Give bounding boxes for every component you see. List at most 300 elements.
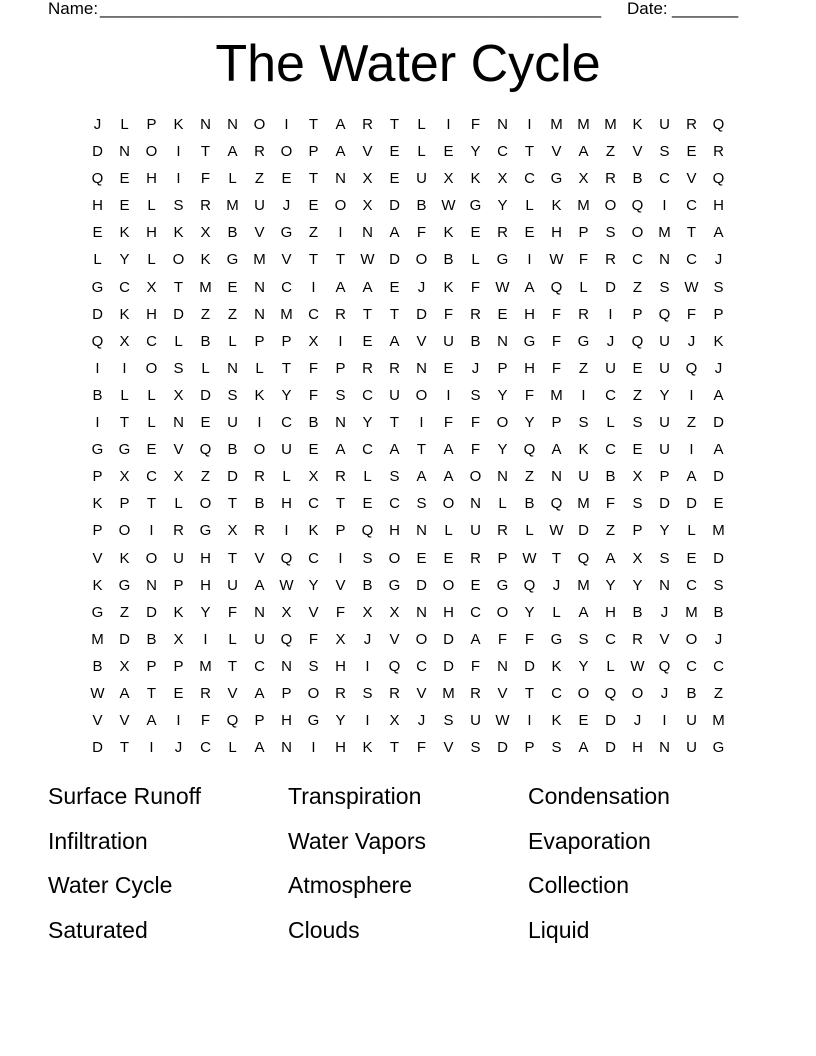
grid-letter: N bbox=[659, 576, 670, 594]
grid-letter: C bbox=[605, 386, 616, 404]
grid-letter: H bbox=[200, 576, 211, 594]
grid-letter: A bbox=[578, 603, 589, 621]
grid-letter: I bbox=[311, 278, 316, 296]
grid-letter: R bbox=[470, 549, 481, 567]
grid-letter: B bbox=[92, 386, 103, 404]
grid-letter: R bbox=[362, 116, 373, 133]
grid-letter: F bbox=[470, 116, 481, 133]
grid-letter: A bbox=[713, 386, 724, 404]
grid-letter: T bbox=[551, 549, 562, 567]
grid-letter: I bbox=[122, 359, 127, 377]
grid-letter: I bbox=[149, 522, 154, 540]
grid-letter: M bbox=[550, 116, 563, 133]
grid-letter: H bbox=[146, 305, 157, 323]
grid-letter: L bbox=[147, 197, 156, 215]
grid-letter: D bbox=[713, 549, 724, 567]
grid-letter: Q bbox=[523, 441, 536, 459]
grid-letter: E bbox=[362, 495, 373, 513]
grid-letter: J bbox=[471, 359, 480, 377]
grid-letter: D bbox=[686, 495, 697, 513]
grid-letter: C bbox=[119, 278, 130, 296]
grid-letter: D bbox=[416, 305, 427, 323]
grid-letter: M bbox=[550, 386, 563, 404]
grid-letter: C bbox=[605, 441, 616, 459]
grid-letter: K bbox=[362, 739, 373, 757]
grid-letter: D bbox=[92, 739, 103, 757]
grid-letter: L bbox=[417, 143, 426, 161]
grid-letter: P bbox=[281, 332, 292, 350]
grid-letter: W bbox=[441, 197, 456, 215]
grid-letter: F bbox=[524, 386, 535, 404]
grid-letter: I bbox=[527, 116, 532, 133]
grid-letter: T bbox=[119, 414, 130, 432]
grid-letter: L bbox=[147, 414, 156, 432]
grid-letter: P bbox=[551, 414, 562, 432]
grid-letter: A bbox=[335, 441, 346, 459]
grid-letter: R bbox=[173, 522, 184, 540]
grid-letter: R bbox=[335, 305, 346, 323]
grid-letter: P bbox=[254, 332, 265, 350]
grid-letter: P bbox=[578, 224, 589, 242]
grid-letter: O bbox=[604, 197, 617, 215]
grid-letter: F bbox=[551, 332, 562, 350]
grid-letter: G bbox=[307, 712, 320, 730]
grid-letter: K bbox=[119, 224, 130, 242]
grid-letter: E bbox=[227, 278, 238, 296]
grid-letter: O bbox=[496, 603, 509, 621]
word-list-item: Liquid bbox=[528, 916, 590, 943]
grid-letter: R bbox=[200, 197, 211, 215]
grid-letter: Q bbox=[91, 332, 104, 350]
grid-letter: Y bbox=[659, 522, 670, 540]
grid-letter: A bbox=[416, 468, 427, 486]
grid-letter: L bbox=[579, 278, 588, 296]
grid-letter: B bbox=[443, 251, 454, 269]
grid-letter: U bbox=[281, 441, 292, 459]
grid-letter: C bbox=[605, 630, 616, 648]
grid-letter: T bbox=[308, 116, 319, 133]
grid-letter: X bbox=[281, 603, 292, 621]
grid-letter: J bbox=[417, 712, 426, 730]
grid-letter: D bbox=[605, 278, 616, 296]
grid-letter: Y bbox=[497, 197, 508, 215]
grid-letter: O bbox=[496, 414, 509, 432]
grid-letter: T bbox=[146, 495, 157, 513]
grid-letter: K bbox=[119, 549, 130, 567]
grid-letter: N bbox=[227, 116, 238, 133]
grid-letter: C bbox=[686, 197, 697, 215]
grid-letter: L bbox=[606, 414, 615, 432]
grid-letter: P bbox=[119, 495, 130, 513]
grid-letter: F bbox=[470, 441, 481, 459]
grid-letter: E bbox=[281, 170, 292, 188]
grid-letter: L bbox=[471, 251, 480, 269]
grid-letter: A bbox=[254, 576, 265, 594]
word-list-item: Water Vapors bbox=[288, 827, 427, 854]
grid-letter: R bbox=[254, 468, 265, 486]
grid-letter: U bbox=[659, 441, 670, 459]
grid-letter: N bbox=[173, 414, 184, 432]
grid-letter: I bbox=[284, 522, 289, 540]
grid-letter: K bbox=[470, 170, 481, 188]
grid-letter: M bbox=[199, 278, 212, 296]
grid-letter: K bbox=[173, 603, 184, 621]
grid-letter: X bbox=[173, 630, 184, 648]
grid-letter: R bbox=[200, 684, 211, 702]
grid-letter: G bbox=[523, 332, 536, 350]
grid-letter: L bbox=[417, 116, 426, 133]
grid-letter: M bbox=[280, 305, 293, 323]
grid-letter: U bbox=[416, 170, 427, 188]
grid-letter: H bbox=[335, 739, 346, 757]
grid-letter: Q bbox=[685, 359, 698, 377]
grid-letter: L bbox=[444, 522, 453, 540]
grid-letter: O bbox=[442, 495, 455, 513]
grid-letter: V bbox=[92, 549, 103, 567]
grid-letter: R bbox=[335, 468, 346, 486]
grid-letter: I bbox=[176, 170, 181, 188]
grid-letter: A bbox=[362, 278, 373, 296]
grid-letter: I bbox=[338, 332, 343, 350]
grid-letter: L bbox=[93, 251, 102, 269]
grid-letter: H bbox=[281, 712, 292, 730]
grid-letter: T bbox=[281, 359, 292, 377]
grid-letter: P bbox=[308, 143, 319, 161]
grid-letter: S bbox=[659, 549, 670, 567]
grid-letter: S bbox=[308, 657, 319, 675]
grid-letter: S bbox=[632, 414, 643, 432]
grid-letter: V bbox=[362, 143, 373, 161]
grid-letter: O bbox=[469, 468, 482, 486]
grid-letter: X bbox=[308, 468, 319, 486]
grid-letter: A bbox=[524, 278, 535, 296]
grid-letter: C bbox=[497, 143, 508, 161]
grid-letter: L bbox=[606, 657, 615, 675]
grid-letter: U bbox=[686, 712, 697, 730]
grid-letter: W bbox=[549, 522, 564, 540]
grid-letter: P bbox=[254, 712, 265, 730]
grid-letter: H bbox=[713, 197, 724, 215]
grid-letter: Q bbox=[199, 441, 212, 459]
grid-letter: D bbox=[416, 576, 427, 594]
grid-letter: D bbox=[497, 739, 508, 757]
grid-letter: T bbox=[308, 170, 319, 188]
grid-letter: M bbox=[91, 630, 104, 648]
grid-letter: C bbox=[200, 739, 211, 757]
grid-letter: G bbox=[226, 251, 239, 269]
grid-letter: P bbox=[497, 359, 508, 377]
grid-letter: K bbox=[713, 332, 724, 350]
grid-letter: I bbox=[365, 712, 370, 730]
grid-letter: G bbox=[91, 441, 104, 459]
grid-letter: S bbox=[227, 386, 238, 404]
grid-letter: N bbox=[254, 278, 265, 296]
grid-letter: I bbox=[176, 712, 181, 730]
grid-letter: K bbox=[92, 495, 103, 513]
word-list-item: Clouds bbox=[288, 916, 360, 943]
grid-letter: P bbox=[281, 684, 292, 702]
grid-letter: O bbox=[388, 549, 401, 567]
grid-letter: L bbox=[120, 386, 129, 404]
grid-letter: A bbox=[335, 278, 346, 296]
grid-letter: R bbox=[578, 305, 589, 323]
grid-letter: D bbox=[524, 657, 535, 675]
grid-letter: Z bbox=[119, 603, 130, 621]
grid-letter: N bbox=[551, 468, 562, 486]
grid-letter: C bbox=[632, 251, 643, 269]
grid-letter: F bbox=[308, 630, 319, 648]
word-list-item: Transpiration bbox=[288, 783, 422, 809]
grid-letter: E bbox=[119, 170, 130, 188]
grid-letter: B bbox=[308, 414, 319, 432]
grid-letter: G bbox=[199, 522, 212, 540]
grid-letter: V bbox=[443, 739, 454, 757]
grid-letter: R bbox=[686, 116, 697, 133]
grid-letter: N bbox=[335, 170, 346, 188]
grid-letter: A bbox=[335, 143, 346, 161]
grid-letter: F bbox=[335, 603, 346, 621]
grid-letter: A bbox=[578, 143, 589, 161]
grid-letter: F bbox=[308, 359, 319, 377]
grid-letter: V bbox=[281, 251, 292, 269]
grid-letter: C bbox=[308, 305, 319, 323]
grid-letter: D bbox=[173, 305, 184, 323]
grid-letter: Z bbox=[254, 170, 265, 188]
grid-letter: H bbox=[200, 549, 211, 567]
grid-letter: Q bbox=[712, 170, 725, 188]
grid-letter: I bbox=[527, 251, 532, 269]
grid-letter: J bbox=[174, 739, 183, 757]
grid-letter: D bbox=[713, 468, 724, 486]
grid-letter: W bbox=[495, 278, 510, 296]
grid-letter: U bbox=[254, 630, 265, 648]
grid-letter: W bbox=[522, 549, 537, 567]
grid-letter: M bbox=[199, 657, 212, 675]
grid-letter: T bbox=[389, 414, 400, 432]
grid-letter: A bbox=[254, 684, 265, 702]
grid-letter: S bbox=[659, 278, 670, 296]
grid-letter: M bbox=[658, 224, 671, 242]
grid-letter: W bbox=[630, 657, 645, 675]
grid-letter: Z bbox=[632, 386, 643, 404]
date-blank: _______ bbox=[672, 0, 739, 18]
grid-letter: D bbox=[119, 630, 130, 648]
grid-letter: I bbox=[95, 414, 100, 432]
grid-letter: O bbox=[577, 684, 590, 702]
grid-letter: T bbox=[362, 305, 373, 323]
grid-letter: X bbox=[119, 468, 130, 486]
grid-letter: O bbox=[307, 684, 320, 702]
grid-letter: D bbox=[92, 305, 103, 323]
grid-letter: A bbox=[254, 739, 265, 757]
grid-letter: I bbox=[176, 143, 181, 161]
grid-letter: J bbox=[363, 630, 372, 648]
grid-letter: L bbox=[282, 468, 291, 486]
grid-letter: F bbox=[578, 251, 589, 269]
grid-letter: V bbox=[335, 576, 346, 594]
grid-letter: L bbox=[228, 739, 237, 757]
grid-letter: Y bbox=[362, 414, 373, 432]
grid-letter: T bbox=[335, 251, 346, 269]
grid-letter: U bbox=[254, 197, 265, 215]
grid-letter: Z bbox=[524, 468, 535, 486]
grid-letter: C bbox=[551, 684, 562, 702]
grid-letter: C bbox=[470, 603, 481, 621]
grid-letter: D bbox=[200, 386, 211, 404]
grid-letter: L bbox=[255, 359, 264, 377]
grid-letter: P bbox=[659, 468, 670, 486]
grid-letter: T bbox=[524, 143, 535, 161]
grid-letter: N bbox=[362, 224, 373, 242]
grid-letter: V bbox=[659, 630, 670, 648]
grid-letter: E bbox=[578, 712, 589, 730]
grid-letter: X bbox=[497, 170, 508, 188]
letter-grid bbox=[84, 114, 732, 764]
grid-letter: B bbox=[605, 468, 616, 486]
grid-letter: S bbox=[578, 414, 589, 432]
grid-letter: I bbox=[257, 414, 262, 432]
grid-letter: A bbox=[443, 441, 454, 459]
grid-letter: G bbox=[577, 332, 590, 350]
grid-letter: E bbox=[443, 359, 454, 377]
date-label: Date: bbox=[627, 0, 668, 18]
grid-letter: I bbox=[284, 116, 289, 133]
grid-letter: K bbox=[578, 441, 589, 459]
grid-letter: B bbox=[200, 332, 211, 350]
grid-letter: V bbox=[416, 684, 427, 702]
grid-letter: D bbox=[578, 522, 589, 540]
grid-letter: Y bbox=[497, 386, 508, 404]
word-list-item: Atmosphere bbox=[288, 872, 413, 898]
grid-letter: F bbox=[686, 305, 697, 323]
grid-letter: B bbox=[92, 657, 103, 675]
grid-letter: J bbox=[552, 576, 561, 594]
grid-letter: Y bbox=[605, 576, 616, 594]
grid-letter: F bbox=[416, 224, 427, 242]
grid-letter: Q bbox=[523, 576, 536, 594]
grid-letter: M bbox=[253, 251, 266, 269]
grid-letter: E bbox=[443, 549, 454, 567]
grid-letter: L bbox=[228, 170, 237, 188]
grid-letter: M bbox=[442, 684, 455, 702]
grid-letter: V bbox=[254, 224, 265, 242]
grid-letter: E bbox=[470, 224, 481, 242]
grid-letter: N bbox=[497, 332, 508, 350]
grid-letter: S bbox=[578, 630, 589, 648]
grid-letter: O bbox=[172, 251, 185, 269]
grid-letter: A bbox=[389, 441, 400, 459]
grid-letter: T bbox=[389, 116, 400, 133]
grid-letter: F bbox=[605, 495, 616, 513]
grid-letter: J bbox=[714, 630, 723, 648]
grid-letter: V bbox=[551, 143, 562, 161]
grid-letter: I bbox=[419, 414, 424, 432]
grid-letter: S bbox=[362, 549, 373, 567]
grid-letter: A bbox=[713, 441, 724, 459]
grid-letter: K bbox=[200, 251, 211, 269]
grid-letter: C bbox=[659, 170, 670, 188]
grid-letter: D bbox=[605, 739, 616, 757]
grid-letter: A bbox=[605, 549, 616, 567]
word-list bbox=[48, 779, 768, 957]
grid-letter: V bbox=[173, 441, 184, 459]
grid-letter: P bbox=[173, 576, 184, 594]
grid-letter: L bbox=[687, 522, 696, 540]
grid-letter: E bbox=[92, 224, 103, 242]
grid-letter: H bbox=[551, 224, 562, 242]
grid-letter: C bbox=[362, 386, 373, 404]
grid-letter: P bbox=[335, 359, 346, 377]
grid-letter: Z bbox=[308, 224, 319, 242]
grid-letter: O bbox=[199, 495, 212, 513]
grid-letter: A bbox=[578, 739, 589, 757]
grid-letter: I bbox=[608, 305, 613, 323]
grid-letter: L bbox=[147, 251, 156, 269]
grid-letter: I bbox=[311, 739, 316, 757]
grid-letter: E bbox=[497, 305, 508, 323]
grid-letter: Q bbox=[658, 305, 671, 323]
grid-letter: I bbox=[527, 712, 532, 730]
grid-letter: A bbox=[227, 143, 238, 161]
header-line bbox=[48, 0, 748, 20]
grid-letter: U bbox=[659, 414, 670, 432]
grid-letter: N bbox=[659, 251, 670, 269]
grid-letter: E bbox=[308, 197, 319, 215]
grid-letter: L bbox=[552, 603, 561, 621]
grid-letter: G bbox=[388, 576, 401, 594]
grid-letter: T bbox=[335, 495, 346, 513]
grid-letter: H bbox=[443, 603, 454, 621]
grid-letter: E bbox=[632, 441, 643, 459]
grid-letter: V bbox=[389, 630, 400, 648]
grid-letter: H bbox=[335, 657, 346, 675]
grid-letter: O bbox=[280, 143, 293, 161]
grid-letter: S bbox=[416, 495, 427, 513]
name-blank: _____________________________________________________ bbox=[100, 0, 602, 18]
grid-letter: I bbox=[662, 712, 667, 730]
word-list-item: Water Cycle bbox=[48, 872, 173, 898]
word-list-item: Surface Runoff bbox=[48, 783, 202, 809]
grid-letter: V bbox=[632, 143, 643, 161]
grid-letter: Q bbox=[226, 712, 239, 730]
grid-letter: T bbox=[173, 278, 184, 296]
grid-letter: Y bbox=[632, 576, 643, 594]
grid-letter: P bbox=[92, 468, 103, 486]
grid-letter: N bbox=[470, 495, 481, 513]
grid-letter: T bbox=[389, 305, 400, 323]
grid-letter: C bbox=[281, 414, 292, 432]
grid-letter: X bbox=[389, 603, 400, 621]
grid-letter: Y bbox=[659, 386, 670, 404]
grid-letter: R bbox=[632, 630, 643, 648]
grid-letter: R bbox=[497, 522, 508, 540]
grid-letter: K bbox=[173, 116, 184, 133]
grid-letter: D bbox=[659, 495, 670, 513]
grid-letter: V bbox=[227, 684, 238, 702]
grid-letter: V bbox=[254, 549, 265, 567]
grid-letter: N bbox=[119, 143, 130, 161]
grid-letter: K bbox=[308, 522, 319, 540]
grid-letter: Z bbox=[686, 414, 697, 432]
grid-letter: Q bbox=[550, 495, 563, 513]
grid-letter: B bbox=[362, 576, 373, 594]
grid-letter: F bbox=[443, 414, 454, 432]
grid-letter: Y bbox=[524, 414, 535, 432]
grid-letter: S bbox=[713, 278, 724, 296]
grid-letter: Q bbox=[604, 684, 617, 702]
grid-letter: O bbox=[253, 441, 266, 459]
grid-letter: M bbox=[712, 712, 725, 730]
